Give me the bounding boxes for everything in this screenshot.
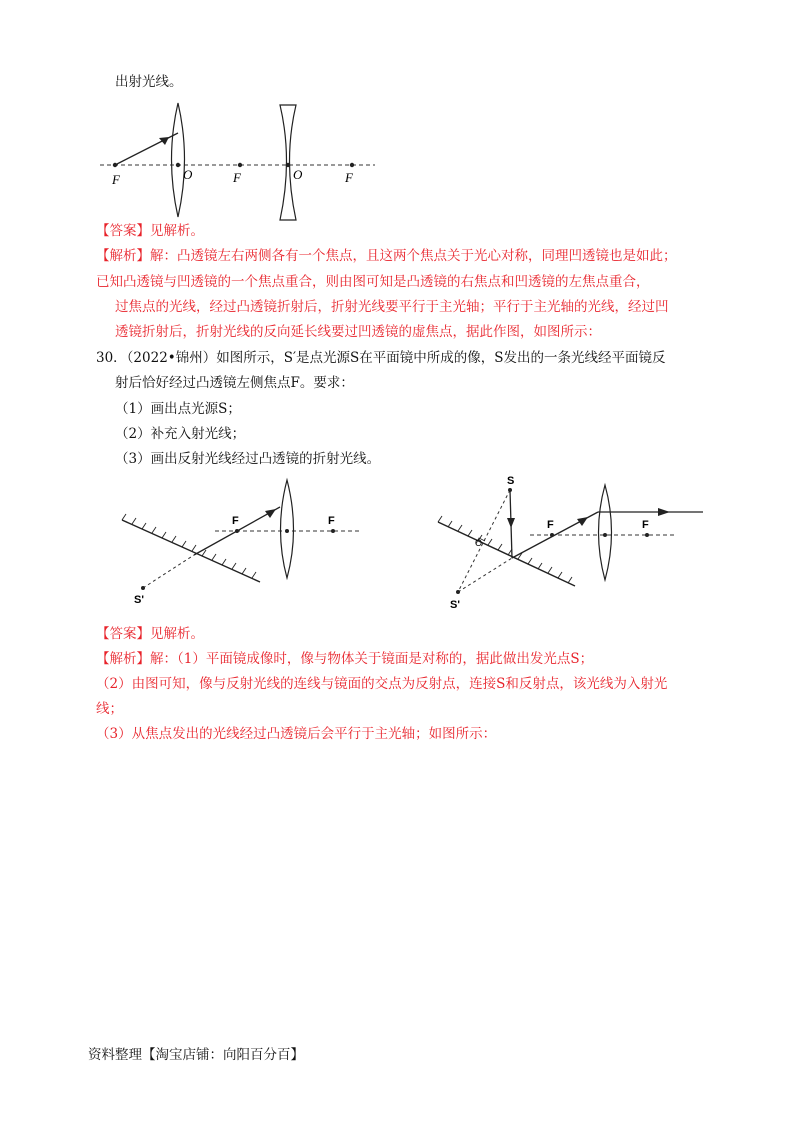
ray-arrow [159, 137, 169, 145]
label-f2: F [642, 519, 649, 531]
focus-point-left [550, 533, 554, 537]
label-f2: F [328, 515, 335, 527]
label-s-prime: S' [450, 599, 460, 611]
mirror-lens-diagram-solution [430, 470, 710, 620]
image-point [141, 586, 145, 590]
convex-lens [172, 103, 185, 217]
q30-req3: （3）画出反射光线经过凸透镜的折射光线。 [115, 451, 381, 467]
q30-req1: （1）画出点光源S； [115, 401, 241, 417]
concave-lens [280, 105, 296, 220]
focus-point-left [113, 163, 117, 167]
optical-center-2 [286, 163, 290, 167]
q30-analysis-line2: （2）由图可知，像与反射光线的连线与镜面的交点为反射点，连接S和反射点，该光线为入射光 [96, 676, 668, 692]
focus-point-left [235, 529, 239, 533]
q29-answer: 【答案】见解析。 [96, 223, 204, 239]
q30-analysis-line4: （3）从焦点发出的光线经过凸透镜后会平行于主光轴；如图所示： [96, 726, 497, 742]
q29-analysis-line2: 已知凸透镜与凹透镜的一个焦点重合，则由图可知是凸透镜的右焦点和凹透镜的左焦点重合， [96, 274, 650, 290]
analysis-text: 解：（1）平面镜成像时，像与物体关于镜面是对称的，据此做出发光点S； [150, 651, 594, 667]
image-dashed-line [458, 558, 512, 592]
plane-mirror [438, 522, 575, 586]
label-o: O [475, 538, 483, 548]
focus-point-right [350, 163, 354, 167]
q30-analysis-line1 [96, 649, 593, 669]
q29-analysis-line3: 过焦点的光线，经过凸透镜折射后，折射光线要平行于主光轴；平行于主光轴的光线，经过凹 [115, 299, 669, 315]
q29-analysis-line4: 透镜折射后，折射光线的反向延长线要过凹透镜的虚焦点，据此作图，如图所示： [115, 324, 601, 340]
q30-stem-line1: 30．（2022•锦州）如图所示，S′是点光源S在平面镜中所成的像，S发出的一条光线经平面镜反 [96, 350, 666, 366]
footer-text: 资料整理【淘宝店铺：向阳百分百】 [88, 1047, 304, 1063]
label-f1: F [232, 515, 239, 527]
ray-arrow [577, 517, 588, 526]
label-s-prime: S' [134, 594, 144, 606]
incident-arrow [507, 518, 515, 528]
mirror-lens-diagram-problem [110, 470, 370, 620]
analysis-text: 解：凸透镜左右两侧各有一个焦点，且这两个焦点关于光心对称，同理凹透镜也是如此； [150, 248, 677, 264]
convex-lens [599, 485, 612, 580]
label-o2: O [293, 167, 303, 182]
focus-point-right [645, 533, 649, 537]
label-o1: O [183, 167, 193, 182]
q29-analysis-line1 [96, 246, 677, 266]
source-point [508, 488, 512, 492]
symmetry-line [458, 490, 510, 592]
label-f-mid: F [233, 170, 241, 185]
optical-center [285, 529, 289, 533]
ray-arrow [265, 509, 276, 518]
focus-point-mid [238, 163, 242, 167]
label-f-left: F [112, 172, 120, 187]
analysis-tag: 【解析】 [96, 651, 150, 667]
label-f-right: F [345, 170, 353, 185]
lens-diagram-q29 [95, 95, 385, 225]
refracted-arrow [658, 508, 670, 516]
label-f1: F [547, 519, 554, 531]
q30-stem-line2: 射后恰好经过凸透镜左侧焦点F。要求： [115, 375, 354, 391]
intro-text: 出射光线。 [115, 74, 183, 90]
q30-req2: （2）补充入射光线； [115, 426, 246, 442]
analysis-tag: 【解析】 [96, 248, 150, 264]
label-s: S [507, 475, 515, 487]
q30-answer: 【答案】见解析。 [96, 626, 204, 642]
focus-point-right [331, 529, 335, 533]
image-dashed-line [143, 555, 194, 588]
optical-center [603, 533, 607, 537]
q30-analysis-line3: 线； [96, 701, 123, 717]
optical-center-1 [176, 163, 180, 167]
image-point [456, 590, 460, 594]
